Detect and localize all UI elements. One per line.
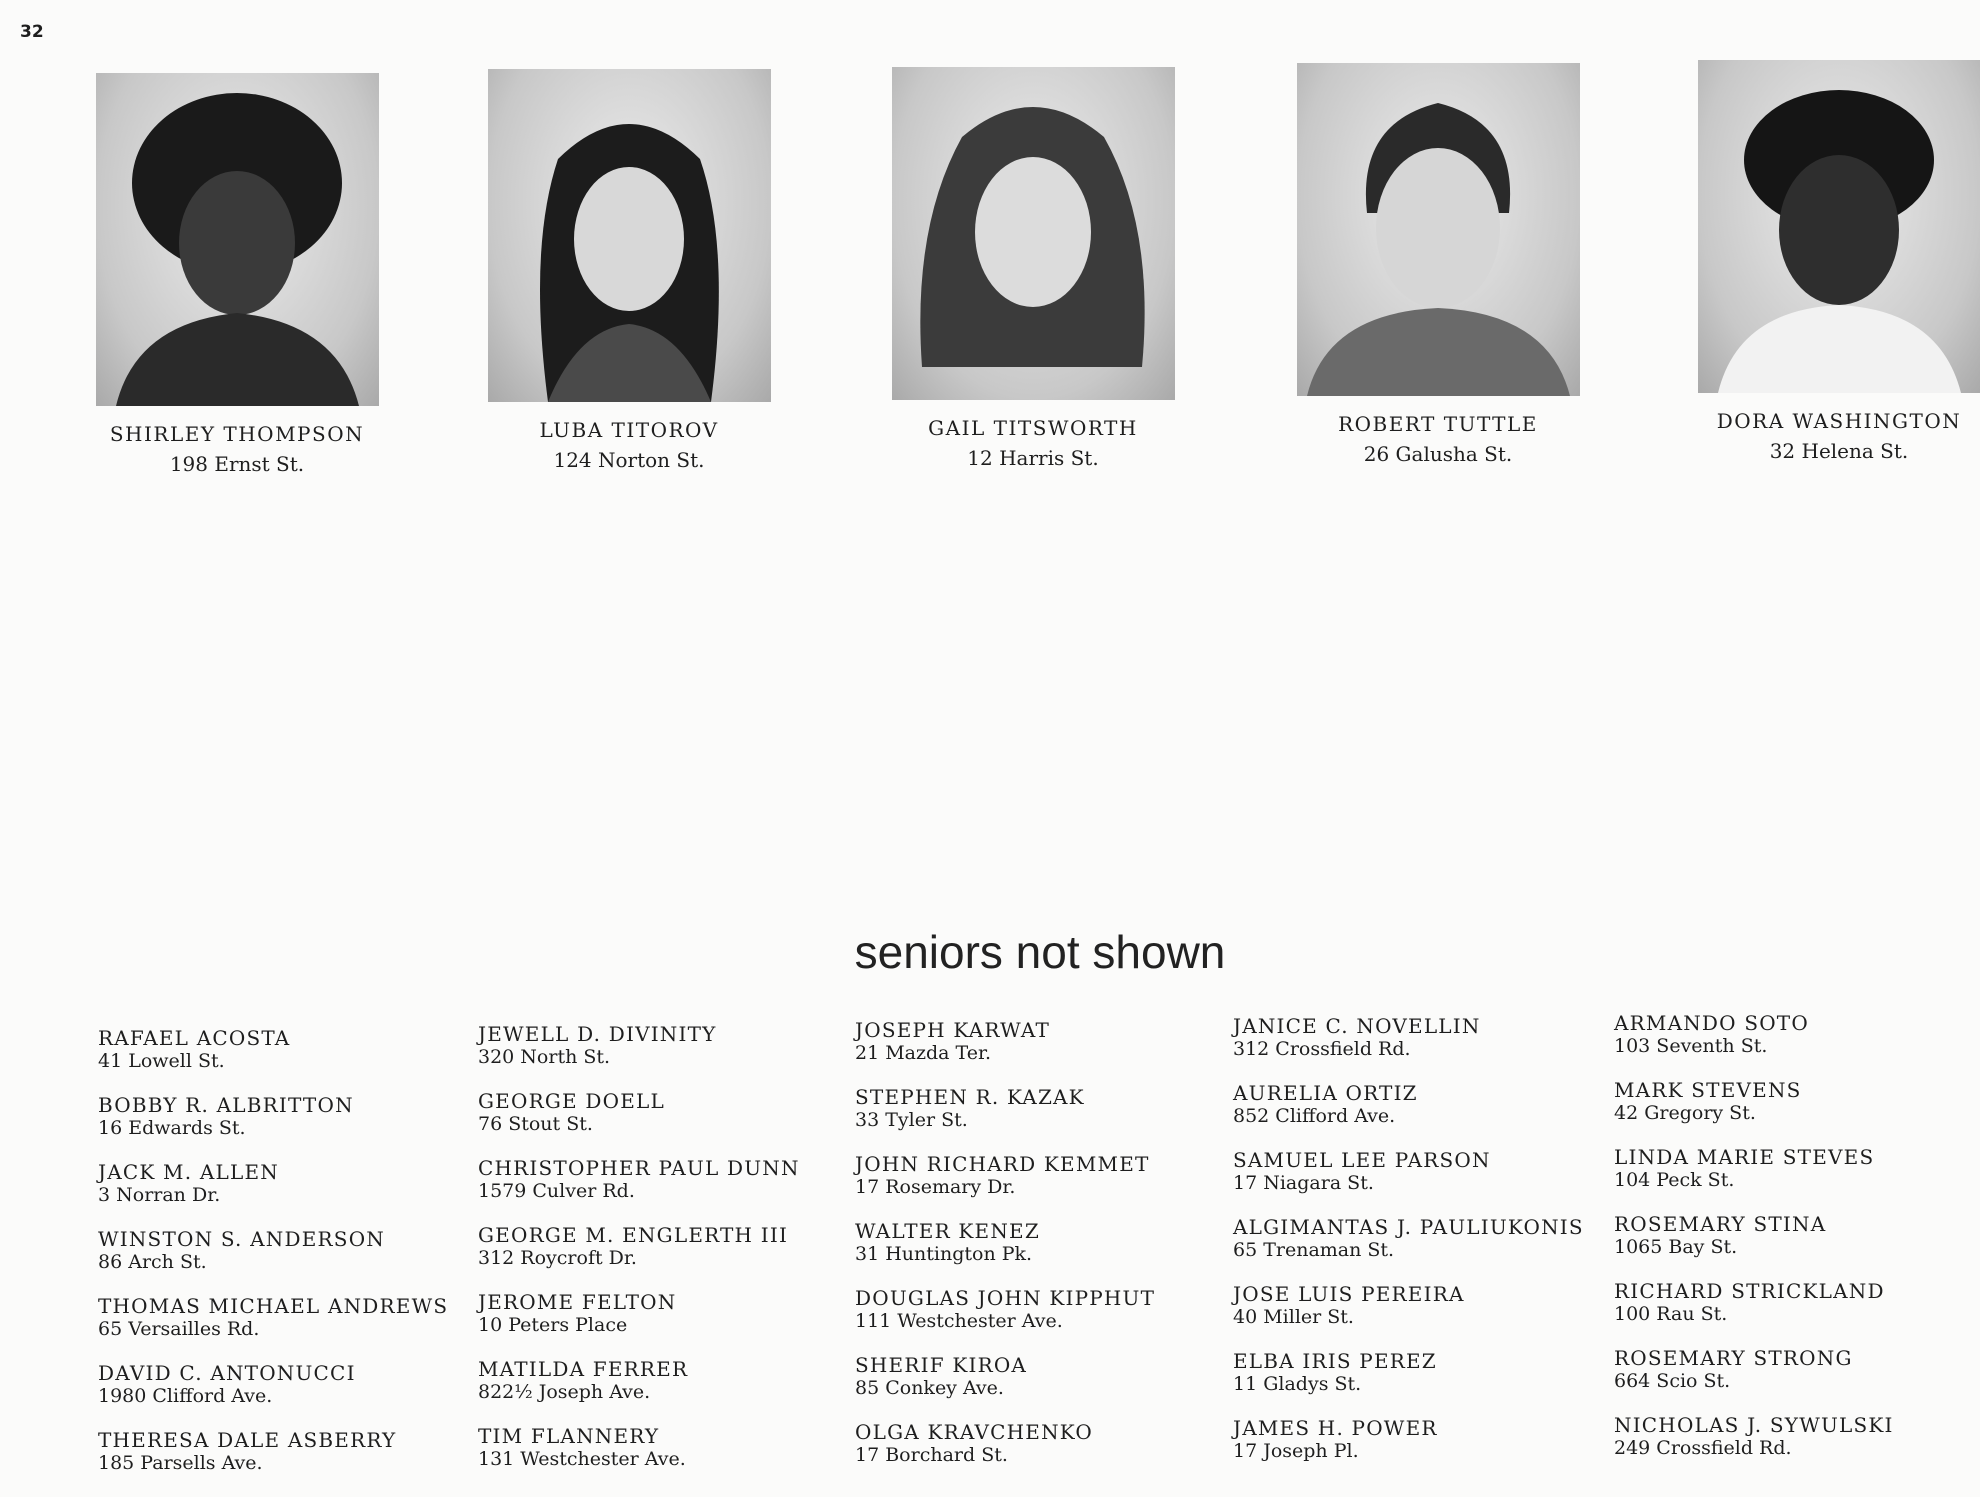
list-item	[98, 1228, 468, 1295]
senior-name: JANICE C. NOVELLIN	[1233, 1014, 1481, 1038]
senior-address: 76 Stout St.	[478, 1113, 593, 1135]
senior-name: AURELIA ORTIZ	[1233, 1081, 1418, 1105]
list-item	[98, 1094, 468, 1161]
portrait-name: ROBERT TUTTLE	[1338, 412, 1538, 436]
name-column	[478, 1023, 848, 1492]
senior-name: BOBBY R. ALBRITTON	[98, 1093, 354, 1117]
list-item	[1614, 1414, 1980, 1481]
senior-name: OLGA KRAVCHENKO	[855, 1420, 1093, 1444]
senior-name: SAMUEL LEE PARSON	[1233, 1148, 1491, 1172]
senior-name: GEORGE DOELL	[478, 1089, 665, 1113]
senior-address: 1065 Bay St.	[1614, 1236, 1738, 1258]
senior-name: CHRISTOPHER PAUL DUNN	[478, 1156, 800, 1180]
list-item	[855, 1354, 1225, 1421]
senior-address: 103 Seventh St.	[1614, 1035, 1768, 1057]
list-item	[855, 1421, 1225, 1488]
list-item	[478, 1291, 848, 1358]
portrait-address: 124 Norton St.	[553, 448, 705, 472]
portrait-row	[0, 0, 1980, 500]
senior-name: WINSTON S. ANDERSON	[98, 1227, 385, 1251]
senior-address: 249 Crossfield Rd.	[1614, 1437, 1792, 1459]
senior-address: 104 Peck St.	[1614, 1169, 1735, 1191]
senior-name: JEROME FELTON	[478, 1290, 677, 1314]
senior-address: 312 Roycroft Dr.	[478, 1247, 637, 1269]
page-number: 32	[20, 22, 44, 42]
list-item	[1233, 1082, 1603, 1149]
senior-address: 16 Edwards St.	[98, 1117, 246, 1139]
senior-name: THERESA DALE ASBERRY	[98, 1428, 397, 1452]
senior-address: 85 Conkey Ave.	[855, 1377, 1004, 1399]
portrait-card	[77, 73, 397, 476]
senior-address: 185 Parsells Ave.	[98, 1452, 263, 1474]
name-column	[98, 1027, 468, 1496]
list-item	[1614, 1280, 1980, 1347]
portrait-card	[1278, 63, 1598, 466]
senior-address: 312 Crossfield Rd.	[1233, 1038, 1411, 1060]
senior-name: ARMANDO SOTO	[1614, 1011, 1809, 1035]
senior-name: ROSEMARY STRONG	[1614, 1346, 1853, 1370]
senior-address: 17 Joseph Pl.	[1233, 1440, 1359, 1462]
senior-address: 21 Mazda Ter.	[855, 1042, 992, 1064]
name-column	[855, 1019, 1225, 1488]
senior-name: RICHARD STRICKLAND	[1614, 1279, 1885, 1303]
portrait-card	[873, 67, 1193, 470]
list-item	[855, 1153, 1225, 1220]
senior-name: JOHN RICHARD KEMMET	[855, 1152, 1150, 1176]
senior-address: 31 Huntington Pk.	[855, 1243, 1033, 1265]
list-item	[855, 1220, 1225, 1287]
senior-address: 852 Clifford Ave.	[1233, 1105, 1396, 1127]
list-item	[1233, 1149, 1603, 1216]
senior-address: 86 Arch St.	[98, 1251, 207, 1273]
portrait-name: SHIRLEY THOMPSON	[109, 422, 365, 446]
senior-name: STEPHEN R. KAZAK	[855, 1085, 1085, 1109]
senior-name: GEORGE M. ENGLERTH III	[478, 1223, 789, 1247]
portrait-photo	[892, 67, 1175, 400]
list-item	[478, 1425, 848, 1492]
list-item	[478, 1157, 848, 1224]
portrait-photo	[1297, 63, 1580, 396]
senior-address: 17 Rosemary Dr.	[855, 1176, 1016, 1198]
senior-name: ELBA IRIS PEREZ	[1233, 1349, 1437, 1373]
senior-address: 131 Westchester Ave.	[478, 1448, 686, 1470]
senior-name: THOMAS MICHAEL ANDREWS	[98, 1294, 449, 1318]
list-item	[478, 1358, 848, 1425]
senior-name: DOUGLAS JOHN KIPPHUT	[855, 1286, 1156, 1310]
list-item	[1233, 1417, 1603, 1484]
portrait-name: DORA WASHINGTON	[1716, 409, 1962, 433]
portrait-address: 198 Ernst St.	[169, 452, 305, 476]
list-item	[98, 1161, 468, 1228]
portrait-name: LUBA TITOROV	[539, 418, 719, 442]
senior-address: 100 Rau St.	[1614, 1303, 1728, 1325]
portrait-name: GAIL TITSWORTH	[928, 416, 1138, 440]
portrait-photo	[96, 73, 379, 406]
senior-name: MATILDA FERRER	[478, 1357, 689, 1381]
list-item	[478, 1023, 848, 1090]
list-item	[98, 1027, 468, 1094]
senior-address: 111 Westchester Ave.	[855, 1310, 1063, 1332]
senior-name: NICHOLAS J. SYWULSKI	[1614, 1413, 1894, 1437]
senior-address: 17 Niagara St.	[1233, 1172, 1374, 1194]
list-item	[1614, 1146, 1980, 1213]
senior-name: ALGIMANTAS J. PAULIUKONIS	[1233, 1215, 1584, 1239]
senior-address: 10 Peters Place	[478, 1314, 628, 1336]
senior-name: ROSEMARY STINA	[1614, 1212, 1827, 1236]
list-item	[478, 1224, 848, 1291]
senior-address: 11 Gladys St.	[1233, 1373, 1362, 1395]
senior-name: LINDA MARIE STEVES	[1614, 1145, 1875, 1169]
list-item	[855, 1086, 1225, 1153]
senior-address: 42 Gregory St.	[1614, 1102, 1756, 1124]
list-item	[1233, 1283, 1603, 1350]
list-item	[98, 1362, 468, 1429]
list-item	[1614, 1347, 1980, 1414]
list-item	[1614, 1012, 1980, 1079]
portrait-address: 32 Helena St.	[1769, 439, 1909, 463]
senior-address: 320 North St.	[478, 1046, 611, 1068]
senior-address: 3 Norran Dr.	[98, 1184, 221, 1206]
list-item	[98, 1429, 468, 1496]
senior-name: SHERIF KIROA	[855, 1353, 1028, 1377]
name-column	[1233, 1015, 1603, 1484]
senior-name: JOSEPH KARWAT	[855, 1018, 1051, 1042]
senior-address: 664 Scio St.	[1614, 1370, 1731, 1392]
senior-name: JAMES H. POWER	[1233, 1416, 1438, 1440]
senior-name: JOSE LUIS PEREIRA	[1233, 1282, 1465, 1306]
list-item	[1614, 1213, 1980, 1280]
section-title: seniors not shown	[854, 926, 1226, 978]
portrait-photo	[1698, 60, 1980, 393]
list-item	[1233, 1015, 1603, 1082]
senior-address: 1579 Culver Rd.	[478, 1180, 635, 1202]
list-item	[1233, 1350, 1603, 1417]
senior-address: 40 Miller St.	[1233, 1306, 1354, 1328]
list-item	[98, 1295, 468, 1362]
name-column	[1614, 1012, 1980, 1481]
senior-name: WALTER KENEZ	[855, 1219, 1040, 1243]
senior-address: 1980 Clifford Ave.	[98, 1385, 273, 1407]
list-item	[1233, 1216, 1603, 1283]
portrait-card	[469, 69, 789, 472]
senior-name: TIM FLANNERY	[478, 1424, 660, 1448]
senior-name: DAVID C. ANTONUCCI	[98, 1361, 356, 1385]
senior-address: 17 Borchard St.	[855, 1444, 1008, 1466]
list-item	[855, 1019, 1225, 1086]
portrait-address: 12 Harris St.	[967, 446, 1099, 470]
portrait-photo	[488, 69, 771, 402]
list-item	[855, 1287, 1225, 1354]
senior-name: JACK M. ALLEN	[98, 1160, 279, 1184]
senior-address: 33 Tyler St.	[855, 1109, 968, 1131]
portrait-address: 26 Galusha St.	[1363, 442, 1513, 466]
list-item	[478, 1090, 848, 1157]
senior-address: 65 Versailles Rd.	[98, 1318, 260, 1340]
senior-name: MARK STEVENS	[1614, 1078, 1802, 1102]
senior-address: 822½ Joseph Ave.	[478, 1381, 651, 1403]
senior-address: 65 Trenaman St.	[1233, 1239, 1395, 1261]
senior-address: 41 Lowell St.	[98, 1050, 225, 1072]
senior-name: RAFAEL ACOSTA	[98, 1026, 291, 1050]
list-item	[1614, 1079, 1980, 1146]
senior-name: JEWELL D. DIVINITY	[478, 1022, 717, 1046]
portrait-card	[1679, 60, 1980, 463]
